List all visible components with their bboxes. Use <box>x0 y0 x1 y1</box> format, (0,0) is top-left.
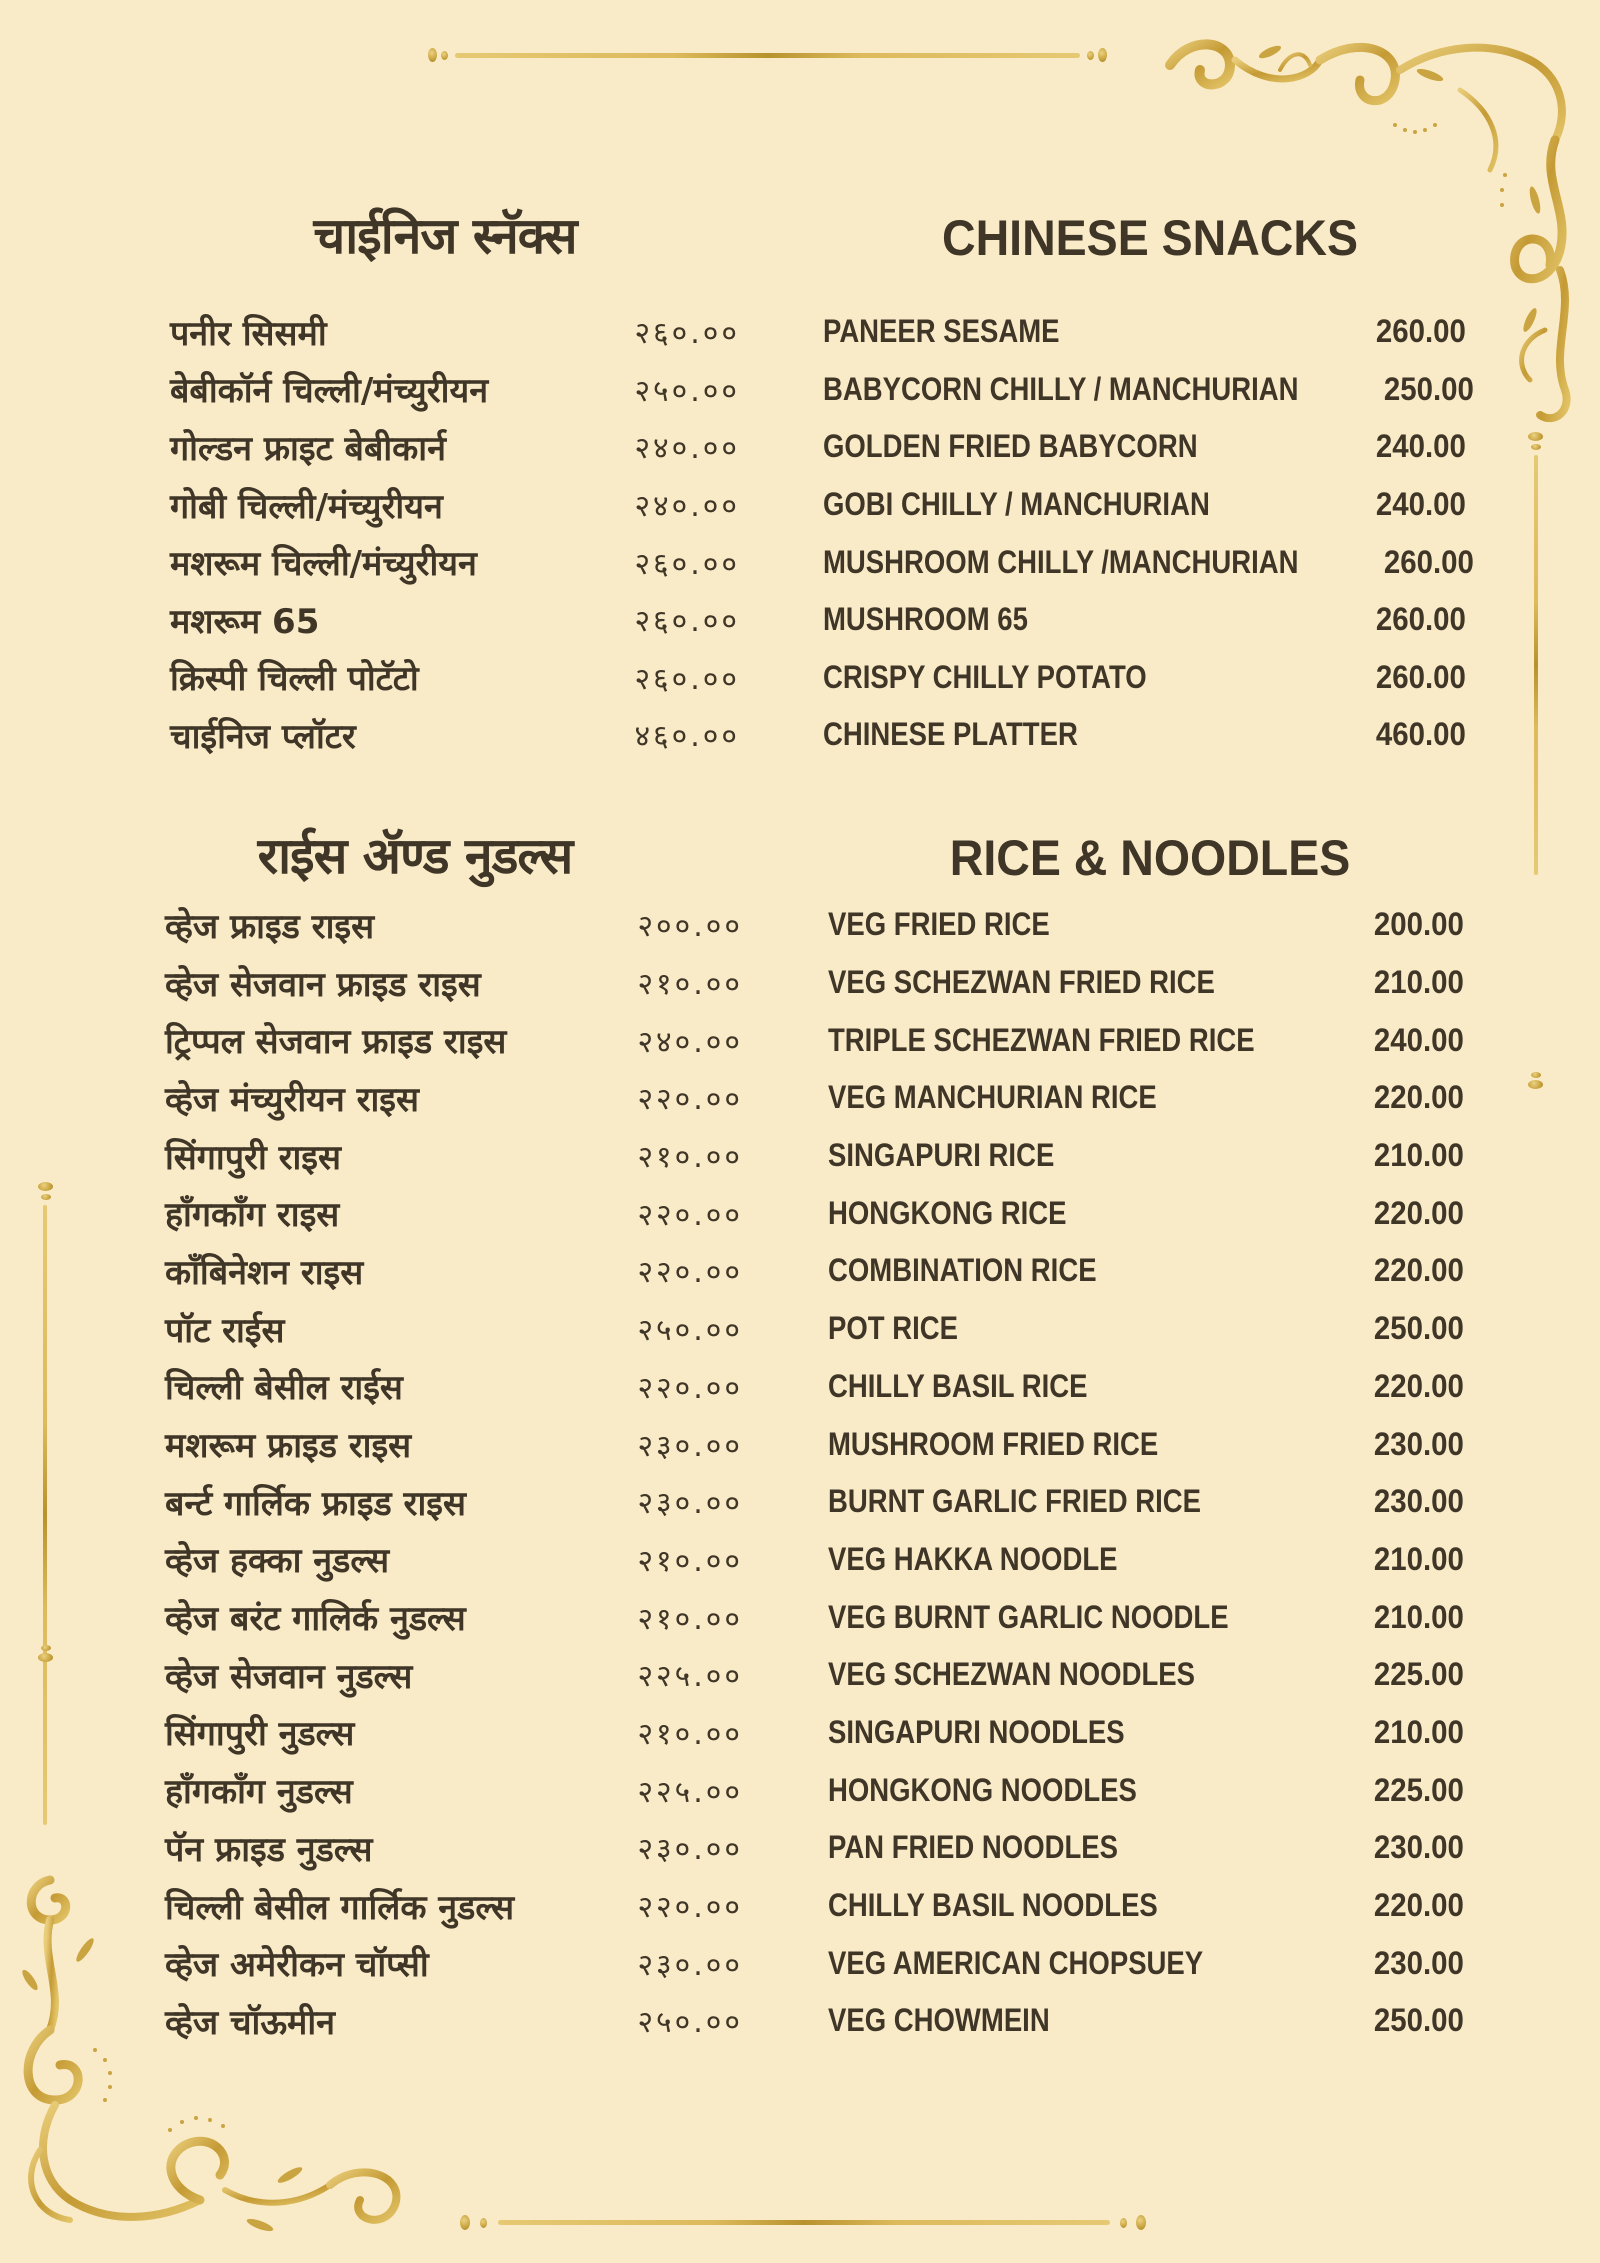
menu-item-row-marathi <box>170 418 740 476</box>
menu-item-name-marathi: मशरूम फ्राइड राइस <box>165 1426 412 1467</box>
menu-item-row-marathi <box>165 1242 743 1300</box>
menu-item-name-marathi: व्हेज बरंट गालिर्क नुडल्स <box>165 1599 466 1640</box>
menu-item-row-marathi <box>165 1358 743 1416</box>
menu-item-name-english: PANEER SESAME <box>823 313 1060 350</box>
menu-item-row-marathi <box>165 1992 743 2050</box>
menu-item-price-marathi: २२०.०० <box>637 1890 743 1926</box>
menu-item-row-marathi <box>170 303 740 361</box>
menu-item-row-english <box>823 303 1466 361</box>
menu-item-price-english: 460.00 <box>1375 716 1466 753</box>
rice-noodles-heading-marathi: राईस ॲण्ड नुडल्स <box>257 826 573 885</box>
menu-item-row-marathi <box>165 1761 743 1819</box>
menu-item-name-english: CHILLY BASIL RICE <box>828 1367 1088 1404</box>
menu-item-price-english: 260.00 <box>1375 601 1466 638</box>
menu-item-price-marathi: ४६०.०० <box>634 719 740 755</box>
menu-item-price-english: 240.00 <box>1373 1021 1464 1058</box>
menu-item-price-marathi: २५०.०० <box>634 373 740 409</box>
rice-noodles-marathi-list <box>165 896 743 2050</box>
menu-item-name-english: CHILLY BASIL NOODLES <box>828 1887 1158 1924</box>
menu-item-row-english <box>828 1646 1464 1704</box>
menu-item-row-english <box>828 1415 1464 1473</box>
menu-item-name-marathi: गोल्डन फ्राइट बेबीकार्न <box>170 428 446 469</box>
menu-item-price-english: 260.00 <box>1375 658 1466 695</box>
menu-item-name-english: SINGAPURI NOODLES <box>828 1713 1125 1750</box>
menu-item-row-english <box>828 1300 1464 1358</box>
menu-item-price-marathi: २५०.०० <box>637 1313 743 1349</box>
menu-item-name-marathi: मशरूम चिल्ली/मंच्युरीयन <box>170 544 477 585</box>
menu-item-name-english: VEG AMERICAN CHOPSUEY <box>828 1944 1204 1981</box>
menu-item-row-english <box>828 1819 1464 1877</box>
menu-item-row-marathi <box>170 533 740 591</box>
menu-item-price-english: 220.00 <box>1373 1252 1464 1289</box>
menu-item-name-marathi: व्हेज मंच्युरीयन राइस <box>165 1079 419 1120</box>
menu-item-price-english: 200.00 <box>1373 906 1464 943</box>
menu-item-name-english: CHINESE PLATTER <box>823 716 1078 753</box>
menu-item-row-english <box>828 1011 1464 1069</box>
menu-item-price-english: 210.00 <box>1373 964 1464 1001</box>
menu-item-price-marathi: २२०.०० <box>637 1370 743 1406</box>
menu-item-row-english <box>828 1242 1464 1300</box>
menu-item-row-english <box>828 1473 1464 1531</box>
menu-item-row-marathi <box>165 1704 743 1762</box>
menu-item-name-marathi: चाईनिज प्लॉटर <box>170 716 356 757</box>
menu-item-row-marathi <box>165 1646 743 1704</box>
menu-item-row-marathi <box>165 1069 743 1127</box>
menu-item-name-marathi: ट्रिप्पल सेजवान फ्राइड राइस <box>165 1022 507 1063</box>
menu-item-price-marathi: २१०.०० <box>637 1543 743 1579</box>
menu-item-row-english <box>828 1069 1464 1127</box>
menu-item-name-english: GOLDEN FRIED BABYCORN <box>823 428 1198 465</box>
menu-item-price-marathi: २२०.०० <box>637 1082 743 1118</box>
menu-item-price-marathi: २६०.०० <box>634 546 740 582</box>
menu-item-row-english <box>823 476 1466 534</box>
menu-item-name-english: VEG MANCHURIAN RICE <box>828 1079 1157 1116</box>
menu-item-price-english: 220.00 <box>1373 1194 1464 1231</box>
menu-item-row-marathi <box>165 896 743 954</box>
menu-item-name-marathi: मशरूम 65 <box>170 601 320 642</box>
menu-item-name-english: MUSHROOM CHILLY /MANCHURIAN <box>823 543 1299 580</box>
menu-item-name-english: BURNT GARLIC FRIED RICE <box>828 1483 1202 1520</box>
menu-item-name-english: VEG SCHEZWAN NOODLES <box>828 1656 1195 1693</box>
menu-item-row-english <box>823 706 1466 764</box>
menu-item-price-english: 260.00 <box>1375 313 1466 350</box>
menu-item-row-english <box>828 1127 1464 1185</box>
menu-item-price-english: 210.00 <box>1373 1713 1464 1750</box>
menu-item-row-marathi <box>170 706 740 764</box>
menu-item-name-marathi: चिल्ली बेसील गार्लिक नुडल्स <box>165 1887 515 1928</box>
menu-item-price-marathi: २३०.०० <box>637 1428 743 1464</box>
menu-item-row-marathi <box>170 476 740 534</box>
menu-item-row-english <box>828 1992 1464 2050</box>
menu-item-name-english: VEG BURNT GARLIC NOODLE <box>828 1598 1229 1635</box>
menu-item-row-marathi <box>165 1415 743 1473</box>
menu-item-name-english: SINGAPURI RICE <box>828 1137 1055 1174</box>
menu-item-row-english <box>823 361 1474 419</box>
menu-item-name-english: TRIPLE SCHEZWAN FRIED RICE <box>828 1021 1255 1058</box>
menu-item-price-english: 225.00 <box>1373 1771 1464 1808</box>
menu-item-row-english <box>828 1934 1464 1992</box>
menu-item-price-english: 250.00 <box>1373 1310 1464 1347</box>
menu-item-price-marathi: २२०.०० <box>637 1197 743 1233</box>
menu-item-row-english <box>823 533 1474 591</box>
menu-item-price-english: 220.00 <box>1373 1079 1464 1116</box>
menu-item-price-marathi: २४०.०० <box>637 1024 743 1060</box>
menu-item-row-english <box>828 1531 1464 1589</box>
menu-item-name-english: CRISPY CHILLY POTATO <box>823 658 1147 695</box>
menu-item-name-marathi: पॅन फ्राइड नुडल्स <box>165 1829 373 1870</box>
menu-item-row-marathi <box>165 1184 743 1242</box>
menu-item-price-english: 230.00 <box>1373 1829 1464 1866</box>
menu-item-name-english: MUSHROOM FRIED RICE <box>828 1425 1159 1462</box>
menu-item-price-marathi: २२५.०० <box>637 1659 743 1695</box>
menu-item-name-english: MUSHROOM 65 <box>823 601 1028 638</box>
menu-item-name-english: VEG HAKKA NOODLE <box>828 1540 1118 1577</box>
menu-item-row-english <box>828 954 1464 1012</box>
menu-item-row-marathi <box>165 954 743 1012</box>
menu-item-price-english: 240.00 <box>1375 428 1466 465</box>
menu-item-name-english: BABYCORN CHILLY / MANCHURIAN <box>823 370 1299 407</box>
menu-item-price-marathi: २१०.०० <box>637 1140 743 1176</box>
menu-item-price-english: 250.00 <box>1383 370 1474 407</box>
menu-item-row-marathi <box>165 1300 743 1358</box>
menu-item-name-marathi: व्हेज अमेरीकन चॉप्सी <box>165 1945 429 1986</box>
menu-item-name-marathi: हॉंगकॉंग नुडल्स <box>165 1772 353 1813</box>
menu-item-name-marathi: कॉंबिनेशन राइस <box>165 1252 364 1293</box>
menu-item-row-english <box>828 1877 1464 1935</box>
menu-item-row-english <box>823 591 1466 649</box>
menu-item-price-marathi: २००.०० <box>637 909 743 945</box>
menu-item-row-english <box>828 1761 1464 1819</box>
menu-item-name-english: PAN FRIED NOODLES <box>828 1829 1118 1866</box>
menu-item-name-english: HONGKONG RICE <box>828 1194 1067 1231</box>
menu-item-price-english: 240.00 <box>1375 486 1466 523</box>
menu-item-price-marathi: २२०.०० <box>637 1255 743 1291</box>
menu-item-price-marathi: २२५.०० <box>637 1774 743 1810</box>
menu-item-name-english: VEG CHOWMEIN <box>828 2002 1050 2039</box>
menu-item-name-english: HONGKONG NOODLES <box>828 1771 1137 1808</box>
menu-item-row-english <box>828 1588 1464 1646</box>
menu-item-name-marathi: सिंगापुरी नुडल्स <box>165 1714 355 1755</box>
menu-item-price-marathi: २३०.०० <box>637 1947 743 1983</box>
chinese-snacks-heading-english: CHINESE SNACKS <box>941 210 1358 266</box>
menu-item-price-english: 210.00 <box>1373 1137 1464 1174</box>
menu-item-price-marathi: २४०.०० <box>634 431 740 467</box>
menu-item-row-marathi <box>165 1934 743 1992</box>
menu-item-price-marathi: २१०.०० <box>637 967 743 1003</box>
menu-item-name-marathi: व्हेज फ्राइड राइस <box>165 906 375 947</box>
menu-item-row-marathi <box>165 1819 743 1877</box>
menu-item-row-marathi <box>165 1531 743 1589</box>
menu-item-price-english: 220.00 <box>1373 1367 1464 1404</box>
menu-item-name-marathi: पॉट राईस <box>165 1310 285 1351</box>
chinese-snacks-marathi-list <box>170 303 740 764</box>
menu-item-price-marathi: २१०.०० <box>637 1716 743 1752</box>
chinese-snacks-heading-marathi: चाईनिज स्नॅक्स <box>313 206 577 265</box>
menu-item-name-marathi: व्हेज सेजवान फ्राइड राइस <box>165 964 481 1005</box>
menu-item-price-english: 230.00 <box>1373 1944 1464 1981</box>
menu-item-row-english <box>828 896 1464 954</box>
menu-item-price-english: 230.00 <box>1373 1425 1464 1462</box>
menu-item-name-marathi: व्हेज हक्का नुडल्स <box>165 1541 390 1582</box>
menu-item-price-english: 210.00 <box>1373 1540 1464 1577</box>
menu-item-price-english: 225.00 <box>1373 1656 1464 1693</box>
menu-item-name-english: COMBINATION RICE <box>828 1252 1097 1289</box>
menu-item-price-english: 230.00 <box>1373 1483 1464 1520</box>
menu-item-price-english: 210.00 <box>1373 1598 1464 1635</box>
menu-item-price-marathi: २३०.०० <box>637 1832 743 1868</box>
menu-item-price-marathi: २१०.०० <box>637 1601 743 1637</box>
rice-noodles-english-list <box>828 896 1464 2050</box>
chinese-snacks-english-list <box>823 303 1474 764</box>
menu-item-price-marathi: २६०.०० <box>634 661 740 697</box>
menu-item-name-english: POT RICE <box>828 1310 958 1347</box>
menu-item-row-marathi <box>170 361 740 419</box>
menu-item-name-english: GOBI CHILLY / MANCHURIAN <box>823 486 1210 523</box>
menu-item-row-marathi <box>165 1473 743 1531</box>
menu-item-name-marathi: गोबी चिल्ली/मंच्युरीयन <box>170 486 443 527</box>
menu-item-name-marathi: पनीर सिसमी <box>170 313 327 354</box>
menu-item-row-marathi <box>170 591 740 649</box>
menu-item-row-marathi <box>165 1127 743 1185</box>
menu-item-row-marathi <box>165 1011 743 1069</box>
menu-item-price-marathi: २४०.०० <box>634 489 740 525</box>
menu-item-row-marathi <box>165 1877 743 1935</box>
menu-item-name-marathi: बर्न्ट गार्लिक फ्राइड राइस <box>165 1483 466 1524</box>
rice-noodles-heading-english: RICE & NOODLES <box>949 830 1351 886</box>
menu-item-name-english: VEG SCHEZWAN FRIED RICE <box>828 964 1215 1001</box>
menu-item-price-marathi: २६०.०० <box>634 604 740 640</box>
menu-item-row-english <box>828 1184 1464 1242</box>
menu-item-price-marathi: २६०.०० <box>634 316 740 352</box>
menu-item-price-marathi: २५०.०० <box>637 2005 743 2041</box>
menu-item-row-marathi <box>165 1588 743 1646</box>
menu-item-row-english <box>823 649 1466 707</box>
menu-item-name-marathi: चिल्ली बेसील राईस <box>165 1368 403 1409</box>
menu-item-price-marathi: २३०.०० <box>637 1486 743 1522</box>
menu-item-name-marathi: बेबीकॉर्न चिल्ली/मंच्युरीयन <box>170 371 489 412</box>
menu-item-name-marathi: क्रिस्पी चिल्ली पोटॅटो <box>170 659 419 700</box>
menu-item-name-marathi: सिंगापुरी राइस <box>165 1137 341 1178</box>
menu-item-row-english <box>823 418 1466 476</box>
menu-item-name-marathi: व्हेज सेजवान नुडल्स <box>165 1656 413 1697</box>
menu-item-price-english: 260.00 <box>1383 543 1474 580</box>
menu-item-name-marathi: हॉंगकॉंग राइस <box>165 1195 340 1236</box>
menu-item-name-english: VEG FRIED RICE <box>828 906 1050 943</box>
menu-item-price-english: 250.00 <box>1373 2002 1464 2039</box>
menu-item-price-english: 220.00 <box>1373 1887 1464 1924</box>
menu-item-row-marathi <box>170 649 740 707</box>
menu-item-row-english <box>828 1358 1464 1416</box>
menu-item-row-english <box>828 1704 1464 1762</box>
menu-item-name-marathi: व्हेज चॉऊमीन <box>165 2002 336 2043</box>
